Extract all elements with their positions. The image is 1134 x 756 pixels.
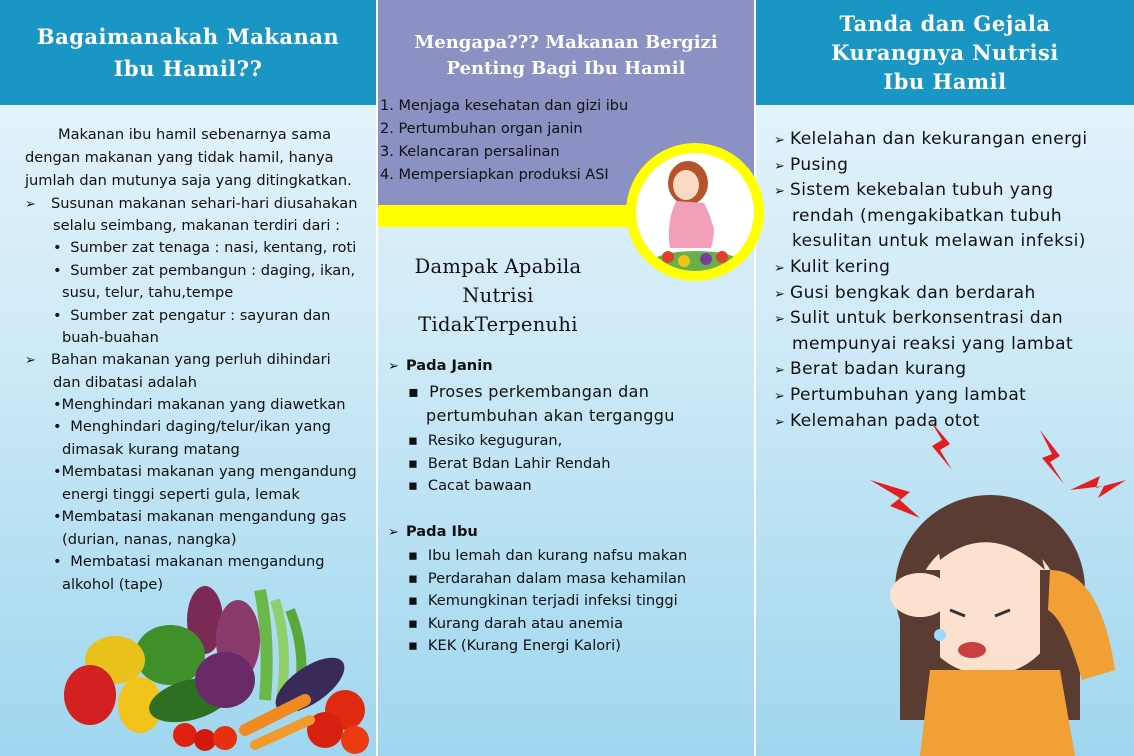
janin-heading: ➢ Pada Janin bbox=[388, 357, 493, 374]
panel-mengapa bbox=[378, 0, 754, 756]
panel2-title-line: Penting Bagi Ibu Hamil bbox=[446, 58, 686, 79]
reason-item: 4. Mempersiapkan produksi ASI bbox=[380, 167, 609, 183]
dot-bullet-icon: • bbox=[53, 418, 62, 435]
sub-bullet: •Menghindari makanan yang diawetkan bbox=[53, 396, 346, 413]
dot-bullet-icon: • bbox=[53, 553, 62, 570]
arrow-bullet-icon: ➢ bbox=[774, 363, 786, 378]
square-bullet-icon: ▪ bbox=[408, 432, 418, 449]
janin-item: ▪ Cacat bawaan bbox=[408, 477, 532, 494]
sub-bullet: • Sumber zat pengatur : sayuran dan bbox=[53, 307, 331, 324]
intro-text: Makanan ibu hamil sebenarnya sama bbox=[58, 126, 332, 143]
arrow-bullet-icon: ➢ bbox=[25, 197, 36, 212]
arrow-bullet-icon: ➢ bbox=[388, 359, 399, 374]
square-bullet-icon: ▪ bbox=[408, 615, 418, 632]
sub-bullet: • Sumber zat tenaga : nasi, kentang, roti bbox=[53, 239, 357, 256]
headache-girl-image bbox=[860, 420, 1134, 756]
panel1-title-line: Ibu Hamil?? bbox=[113, 55, 263, 81]
panel2-title-line: Mengapa??? Makanan Bergizi bbox=[414, 32, 718, 53]
bullet-item-cont: dan dibatasi adalah bbox=[53, 374, 197, 391]
panel3-header bbox=[756, 0, 1134, 105]
panel1-title-line: Bagaimanakah Makanan bbox=[36, 23, 340, 49]
arrow-bullet-icon: ➢ bbox=[774, 261, 786, 276]
arrow-bullet-icon: ➢ bbox=[388, 525, 399, 540]
ibu-item: ▪ Perdarahan dalam masa kehamilan bbox=[408, 570, 687, 587]
symptom-item: ➢ Berat badan kurang bbox=[774, 359, 967, 379]
dot-bullet-icon: • bbox=[53, 396, 62, 413]
janin-item: ▪ Berat Bdan Lahir Rendah bbox=[408, 455, 611, 472]
sub-bullet: •Membatasi makanan mengandung gas bbox=[53, 508, 347, 525]
panel3-title-line: Kurangnya Nutrisi bbox=[831, 40, 1059, 65]
reason-item: 3. Kelancaran persalinan bbox=[380, 144, 560, 160]
ibu-heading: ➢ Pada Ibu bbox=[388, 523, 478, 540]
square-bullet-icon: ▪ bbox=[408, 547, 418, 564]
bullet-item: ➢ Susunan makanan sehari-hari diusahakan bbox=[25, 195, 358, 212]
sub-bullet: • Membatasi makanan mengandung bbox=[53, 553, 325, 570]
dampak-line: Nutrisi bbox=[462, 284, 534, 307]
panel1-header bbox=[0, 0, 376, 105]
square-bullet-icon: ▪ bbox=[408, 570, 418, 587]
square-bullet-icon: ▪ bbox=[408, 455, 418, 472]
panel3-title-line: Tanda dan Gejala bbox=[839, 11, 1051, 36]
janin-item-cont: pertumbuhan akan terganggu bbox=[426, 406, 675, 425]
ibu-item: ▪ Ibu lemah dan kurang nafsu makan bbox=[408, 547, 688, 564]
square-bullet-icon: ▪ bbox=[408, 637, 418, 654]
pregnant-woman-circle bbox=[626, 143, 764, 281]
sub-bullet: • Menghindari daging/telur/ikan yang bbox=[53, 418, 331, 435]
symptom-item-cont: kesulitan untuk melawan infeksi) bbox=[792, 231, 1086, 251]
square-bullet-icon: ▪ bbox=[408, 382, 420, 401]
sub-bullet-cont: buah-buahan bbox=[62, 329, 159, 346]
arrow-bullet-icon: ➢ bbox=[774, 133, 786, 148]
arrow-bullet-icon: ➢ bbox=[25, 353, 36, 368]
symptom-item: ➢ Kulit kering bbox=[774, 257, 891, 277]
ibu-item: ▪ Kemungkinan terjadi infeksi tinggi bbox=[408, 592, 678, 609]
dampak-line: TidakTerpenuhi bbox=[418, 313, 578, 336]
bullet-item-cont: selalu seimbang, makanan terdiri dari : bbox=[53, 217, 341, 234]
square-bullet-icon: ▪ bbox=[408, 477, 418, 494]
ibu-item: ▪ Kurang darah atau anemia bbox=[408, 615, 624, 632]
symptom-item: ➢ Pusing bbox=[774, 155, 849, 175]
dot-bullet-icon: • bbox=[53, 508, 62, 525]
symptom-item: ➢ Sistem kekebalan tubuh yang bbox=[774, 180, 1054, 200]
sub-bullet-cont: susu, telur, tahu,tempe bbox=[62, 284, 234, 301]
intro-text: jumlah dan mutunya saja yang ditingkatkan. bbox=[25, 172, 352, 189]
symptom-item: ➢ Gusi bengkak dan berdarah bbox=[774, 283, 1036, 303]
dot-bullet-icon: • bbox=[53, 463, 62, 480]
reasons-list bbox=[380, 95, 628, 187]
sub-bullet: •Membatasi makanan yang mengandung bbox=[53, 463, 357, 480]
symptom-item-cont: rendah (mengakibatkan tubuh bbox=[792, 206, 1063, 226]
ibu-item: ▪ KEK (Kurang Energi Kalori) bbox=[408, 637, 621, 654]
arrow-bullet-icon: ➢ bbox=[774, 389, 786, 404]
sub-bullet: • Sumber zat pembangun : daging, ikan, bbox=[53, 262, 356, 279]
reason-item: 2. Pertumbuhan organ janin bbox=[380, 121, 583, 137]
symptom-item: ➢ Pertumbuhan yang lambat bbox=[774, 385, 1027, 405]
arrow-bullet-icon: ➢ bbox=[774, 312, 786, 327]
symptom-item-cont: mempunyai reaksi yang lambat bbox=[792, 334, 1074, 354]
dot-bullet-icon: • bbox=[53, 239, 62, 256]
symptom-item: ➢ Kelelahan dan kekurangan energi bbox=[774, 129, 1088, 149]
arrow-bullet-icon: ➢ bbox=[774, 287, 786, 302]
arrow-bullet-icon: ➢ bbox=[774, 415, 786, 430]
symptom-item: ➢ Kelemahan pada otot bbox=[774, 411, 980, 431]
square-bullet-icon: ▪ bbox=[408, 592, 418, 609]
reason-item: 1. Menjaga kesehatan dan gizi ibu bbox=[380, 98, 629, 114]
pregnant-woman-image bbox=[636, 153, 754, 271]
janin-item: ▪ Resiko keguguran, bbox=[408, 432, 563, 449]
arrow-bullet-icon: ➢ bbox=[774, 184, 786, 199]
janin-item: ▪ Proses perkembangan dan bbox=[408, 382, 650, 401]
panel3-title-line: Ibu Hamil bbox=[883, 69, 1007, 94]
symptom-item: ➢ Sulit untuk berkonsentrasi dan bbox=[774, 308, 1064, 328]
arrow-bullet-icon: ➢ bbox=[774, 159, 786, 174]
dot-bullet-icon: • bbox=[53, 262, 62, 279]
intro-text: dengan makanan yang tidak hamil, hanya bbox=[25, 149, 334, 166]
sub-bullet-cont: alkohol (tape) bbox=[62, 576, 164, 593]
sub-bullet-cont: energi tinggi seperti gula, lemak bbox=[62, 486, 300, 503]
dampak-line: Dampak Apabila bbox=[414, 255, 582, 278]
dot-bullet-icon: • bbox=[53, 307, 62, 324]
dampak-heading bbox=[378, 252, 618, 339]
vegetables-image bbox=[60, 580, 376, 756]
sub-bullet-cont: dimasak kurang matang bbox=[62, 441, 240, 458]
panel2-title bbox=[378, 30, 754, 82]
bullet-item: ➢ Bahan makanan yang perluh dihindari bbox=[25, 351, 331, 368]
sub-bullet-cont: (durian, nanas, nangka) bbox=[62, 531, 237, 548]
